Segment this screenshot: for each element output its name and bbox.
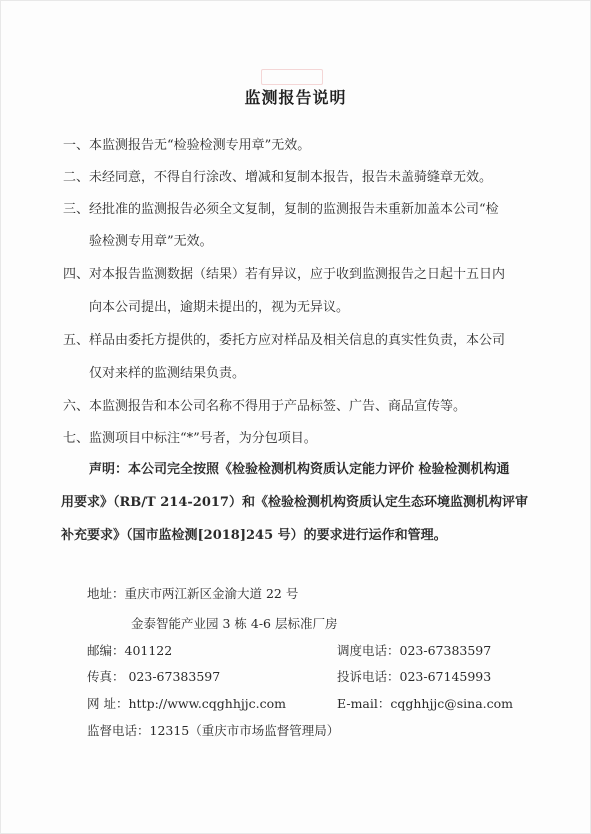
declaration-line-1: 声明：本公司完全按照《检验检测机构资质认定能力评价 检验检测机构通 xyxy=(89,462,510,477)
page-title: 监测报告说明 xyxy=(244,88,347,107)
declaration-line-2: 用要求》（RB/T 214-2017）和《检验检测机构资质认定生态环境监测机构评审 xyxy=(61,495,528,510)
item-7: 七、监测项目中标注“*”号者，为分包项目。 xyxy=(63,431,317,446)
email-link[interactable]: E-mail：cqghhjjc@sina.com xyxy=(337,696,514,711)
item-2: 二、未经同意，不得自行涂改、增减和复制本报告，报告未盖骑缝章无效。 xyxy=(63,170,493,185)
item-4: 四、对本报告监测数据（结果）若有异议，应于收到监测报告之日起十五日内 xyxy=(63,267,506,282)
item-6: 六、本监测报告和本公司名称不得用于产品标签、广告、商品宣传等。 xyxy=(63,399,467,414)
postcode: 邮编：401122 xyxy=(87,643,173,658)
address-line-1: 地址：重庆市两江新区金渝大道 22 号 xyxy=(87,586,299,601)
address-line-2: 金泰智能产业园 3 栋 4-6 层标准厂房 xyxy=(131,616,338,631)
item-5-continued: 仅对来样的监测结果负责。 xyxy=(89,366,246,381)
dispatch-phone: 调度电话：023-67383597 xyxy=(337,643,492,658)
item-1: 一、本监测报告无“检验检测专用章”无效。 xyxy=(63,138,311,153)
complaint-phone: 投诉电话：023-67145993 xyxy=(337,669,492,684)
fax: 传真： 023-67383597 xyxy=(87,669,221,684)
declaration-line-3: 补充要求》（国市监检测[2018]245 号）的要求进行运作和管理。 xyxy=(61,528,447,543)
supervision-phone: 监督电话：12315（重庆市市场监督管理局） xyxy=(87,723,340,738)
item-5: 五、样品由委托方提供的，委托方应对样品及相关信息的真实性负责，本公司 xyxy=(63,333,506,348)
website-link[interactable]: 网 址：http://www.cqghhjjc.com xyxy=(87,696,287,711)
item-4-continued: 向本公司提出，逾期未提出的，视为无异议。 xyxy=(89,300,350,315)
stamp-mark xyxy=(261,69,323,85)
item-3: 三、经批准的监测报告必须全文复制，复制的监测报告未重新加盖本公司“检 xyxy=(63,202,499,217)
item-3-continued: 验检测专用章”无效。 xyxy=(89,234,213,249)
